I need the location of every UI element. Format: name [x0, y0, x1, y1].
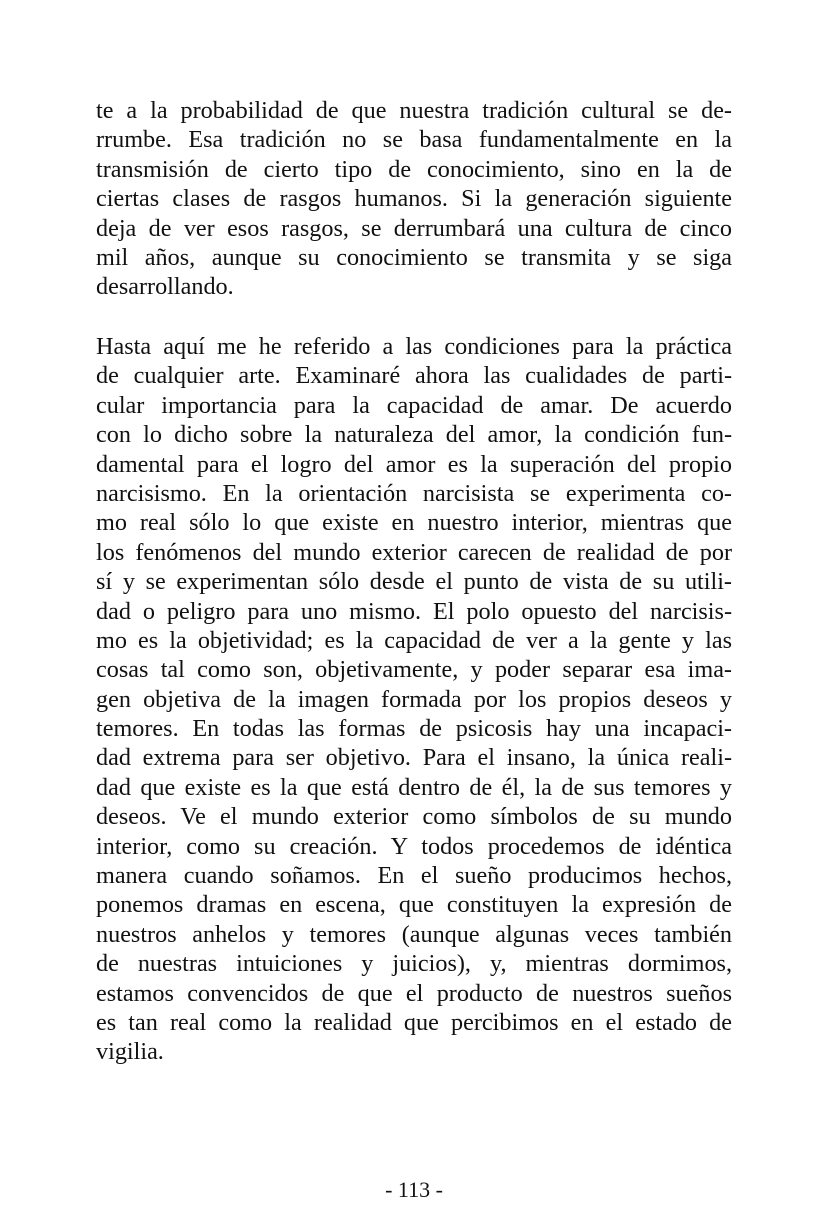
text-line: con lo dicho sobre la naturaleza del amor, la condición fun- — [96, 421, 732, 449]
text-line: dad o peligro para uno mismo. El polo opuesto del narcisis- — [96, 597, 732, 625]
text-line: mo real sólo lo que existe en nuestro interior, mientras que — [96, 509, 732, 537]
text-line: sí y se experimentan sólo desde el punto de vista de su utili- — [96, 568, 732, 596]
text-line: transmisión de cierto tipo de conocimiento, sino en la de — [96, 155, 732, 183]
text-line: deseos. Ve el mundo exterior como símbolos de su mundo — [96, 803, 732, 831]
text-line: rrumbe. Esa tradición no se basa fundamentalmente en la — [96, 126, 732, 154]
text-line: los fenómenos del mundo exterior carecen de realidad de por — [96, 538, 732, 566]
text-line: manera cuando soñamos. En el sueño producimos hechos, — [96, 862, 732, 890]
paragraph-2 — [96, 332, 732, 1067]
text-line: desarrollando. — [96, 273, 234, 301]
text-line: gen objetiva de la imagen formada por los propios deseos y — [96, 685, 732, 713]
text-line: damental para el logro del amor es la superación del propio — [96, 450, 732, 478]
page-number: - 113 - — [385, 1177, 443, 1202]
text-line: dad que existe es la que está dentro de él, la de sus temores y — [96, 773, 732, 801]
text-line: dad extrema para ser objetivo. Para el insano, la única reali- — [96, 744, 732, 772]
text-line: temores. En todas las formas de psicosis hay una incapaci- — [96, 715, 732, 743]
text-line: mil años, aunque su conocimiento se transmita y se siga — [96, 243, 732, 271]
text-line: narcisismo. En la orientación narcisista se experimenta co- — [96, 479, 732, 507]
text-line: Hasta aquí me he referido a las condiciones para la práctica — [96, 333, 732, 360]
text-line: ciertas clases de rasgos humanos. Si la generación siguiente — [96, 185, 732, 213]
text-line: estamos convencidos de que el producto de nuestros sueños — [96, 979, 732, 1007]
text-line: nuestros anhelos y temores (aunque algunas veces también — [96, 920, 732, 948]
text-line: cosas tal como son, objetivamente, y poder separar esa ima- — [96, 656, 732, 684]
text-line: de cualquier arte. Examinaré ahora las cualidades de parti- — [96, 362, 732, 390]
text-line: te a la probabilidad de que nuestra tradición cultural se de- — [96, 97, 732, 124]
paragraph-1 — [96, 96, 732, 302]
text-line: es tan real como la realidad que percibimos en el estado de — [96, 1008, 732, 1036]
text-line: vigilia. — [96, 1038, 164, 1066]
text-line: deja de ver esos rasgos, se derrumbará una cultura de cinco — [96, 214, 732, 242]
text-line: mo es la objetividad; es la capacidad de ver a la gente y las — [96, 626, 732, 654]
text-line: de nuestras intuiciones y juicios), y, mientras dormimos, — [96, 950, 732, 978]
text-line: cular importancia para la capacidad de amar. De acuerdo — [96, 391, 732, 419]
text-line: interior, como su creación. Y todos procedemos de idéntica — [96, 832, 732, 860]
text-line: ponemos dramas en escena, que constituyen la expresión de — [96, 891, 732, 919]
